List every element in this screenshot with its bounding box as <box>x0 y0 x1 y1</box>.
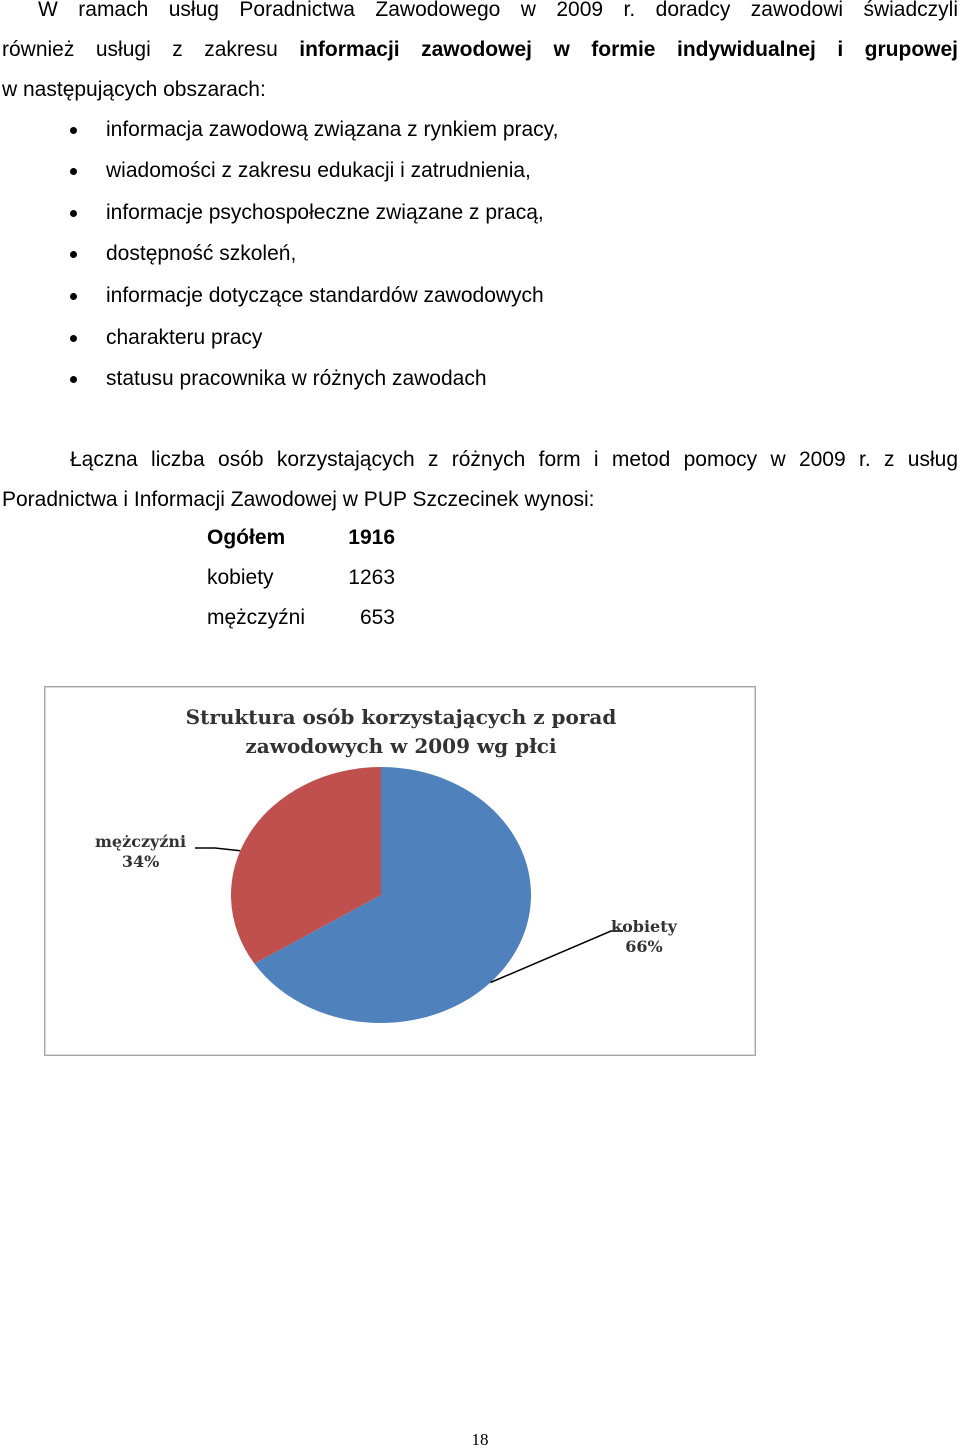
stat-row-men <box>207 606 407 634</box>
bullet-icon <box>70 293 77 300</box>
data-label-mezczyzni-percent: 34% <box>121 852 160 871</box>
bullet-icon <box>70 376 77 383</box>
summary-line-2: Poradnictwa i Informacji Zawodowej w PUP Szczecinek wynosi: <box>2 488 595 511</box>
data-label-kobiety-percent: 66% <box>625 937 663 956</box>
stat-label: mężczyźni <box>207 606 306 629</box>
pie-chart-canvas <box>45 687 757 1057</box>
list-item-text: informacja zawodową związana z rynkiem pracy, <box>106 118 559 141</box>
intro-line-2-bold: informacji zawodowej w formie indywidualnej i grupowej <box>299 38 958 61</box>
summary-line-1-text: Łączna liczba osób korzystających z różnych form i metod pomocy w 2009 r. z usług <box>70 448 958 471</box>
list-item-text: wiadomości z zakresu edukacji i zatrudnienia, <box>106 159 531 182</box>
leader-line-mezczyzni <box>195 848 240 851</box>
intro-line-2-plain: również usługi z zakresu <box>2 38 300 61</box>
stat-label: kobiety <box>207 566 274 589</box>
chart-title-line-2: zawodowych w 2009 wg płci <box>245 734 557 758</box>
page-number: 18 <box>471 1430 489 1449</box>
list-item-text: informacje psychospołeczne związane z pracą, <box>106 201 544 224</box>
stat-value: 1263 <box>348 566 395 589</box>
data-label-kobiety <box>611 917 677 957</box>
intro-line-3: w następujących obszarach: <box>2 78 266 101</box>
bullet-icon <box>70 210 77 217</box>
intro-line-1 <box>2 0 958 23</box>
intro-line-1-text: W ramach usług Poradnictwa Zawodowego w 2009 r. doradcy zawodowi świadczyli <box>38 0 958 21</box>
data-label-mezczyzni <box>95 832 186 872</box>
list-item-text: statusu pracownika w różnych zawodach <box>106 367 487 390</box>
bullet-icon <box>70 127 77 134</box>
chart-title-line-1: Struktura osób korzystających z porad <box>185 705 617 729</box>
data-label-kobiety-name: kobiety <box>611 917 677 936</box>
stat-value: 653 <box>359 606 395 629</box>
stat-value: 1916 <box>348 526 395 549</box>
intro-line-2 <box>2 37 958 63</box>
summary-line-1 <box>2 447 958 473</box>
bullet-icon <box>70 335 77 342</box>
stat-label: Ogółem <box>207 526 286 549</box>
stat-row-total <box>207 526 407 554</box>
list-item-text: dostępność szkoleń, <box>106 242 297 265</box>
pie-chart <box>44 686 756 1056</box>
list-item-text: informacje dotyczące standardów zawodowych <box>106 284 544 307</box>
bullet-icon <box>70 251 77 258</box>
bullet-icon <box>70 168 77 175</box>
stat-row-women <box>207 566 407 594</box>
data-label-mezczyzni-name: mężczyźni <box>95 832 187 851</box>
list-item-text: charakteru pracy <box>106 326 263 349</box>
